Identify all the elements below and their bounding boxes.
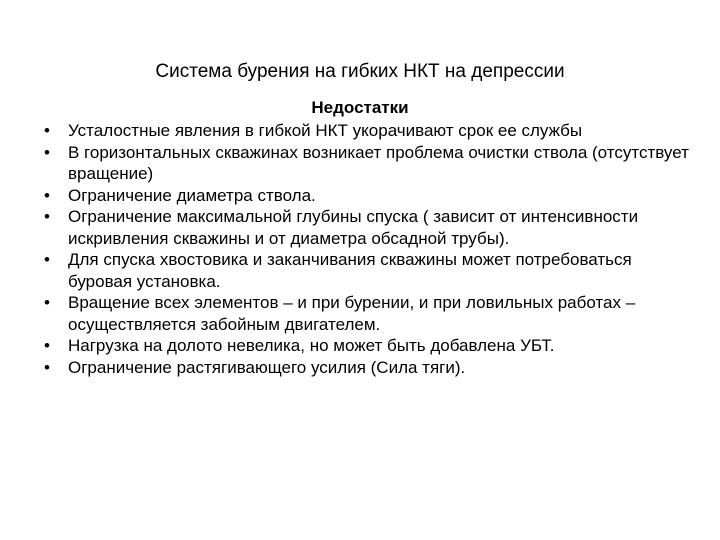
list-item-text: Для спуска хвостовика и заканчивания скважины может потребоваться буровая установка. — [68, 250, 632, 291]
bullet-icon: • — [44, 185, 50, 205]
list-item-text: Ограничение диаметра ствола. — [68, 185, 316, 205]
slide-title: Система бурения на гибких НКТ на депрессии — [155, 61, 565, 82]
bullet-icon: • — [44, 250, 50, 269]
list-item — [44, 292, 694, 335]
list-item — [44, 335, 694, 357]
list-item — [44, 206, 694, 249]
list-item-text: Ограничение растягивающего усилия (Сила тяги). — [68, 357, 466, 377]
list-item — [44, 185, 694, 207]
list-item-text: Ограничение максимальной глубины спуска ( зависит от интенсивности искривления скважины и от диаметра обсадной трубы). — [68, 207, 639, 248]
list-item — [44, 249, 694, 292]
list-item-text: В горизонтальных скважинах возникает проблема очистки ствола (отсутствует вращение) — [68, 142, 689, 183]
bullet-icon: • — [44, 207, 50, 226]
bullet-icon: • — [44, 142, 50, 162]
list-item-text: Вращение всех элементов – и при бурении, и при ловильных работах – осуществляется забойным двигателем. — [68, 293, 636, 334]
list-item-text: Усталостные явления в гибкой НКТ укорачивают срок ее службы — [68, 121, 583, 140]
list-item — [44, 357, 694, 379]
list-item — [44, 142, 694, 185]
bullet-icon: • — [44, 336, 50, 355]
slide-subtitle: Недостатки — [311, 98, 409, 117]
list-item-text: Нагрузка на долото невелика, но может быть добавлена УБТ. — [68, 336, 555, 355]
bullet-icon: • — [44, 293, 50, 312]
bullet-icon: • — [44, 121, 50, 140]
bullet-icon: • — [44, 357, 50, 377]
bullet-list — [44, 120, 694, 378]
list-item — [44, 120, 694, 142]
